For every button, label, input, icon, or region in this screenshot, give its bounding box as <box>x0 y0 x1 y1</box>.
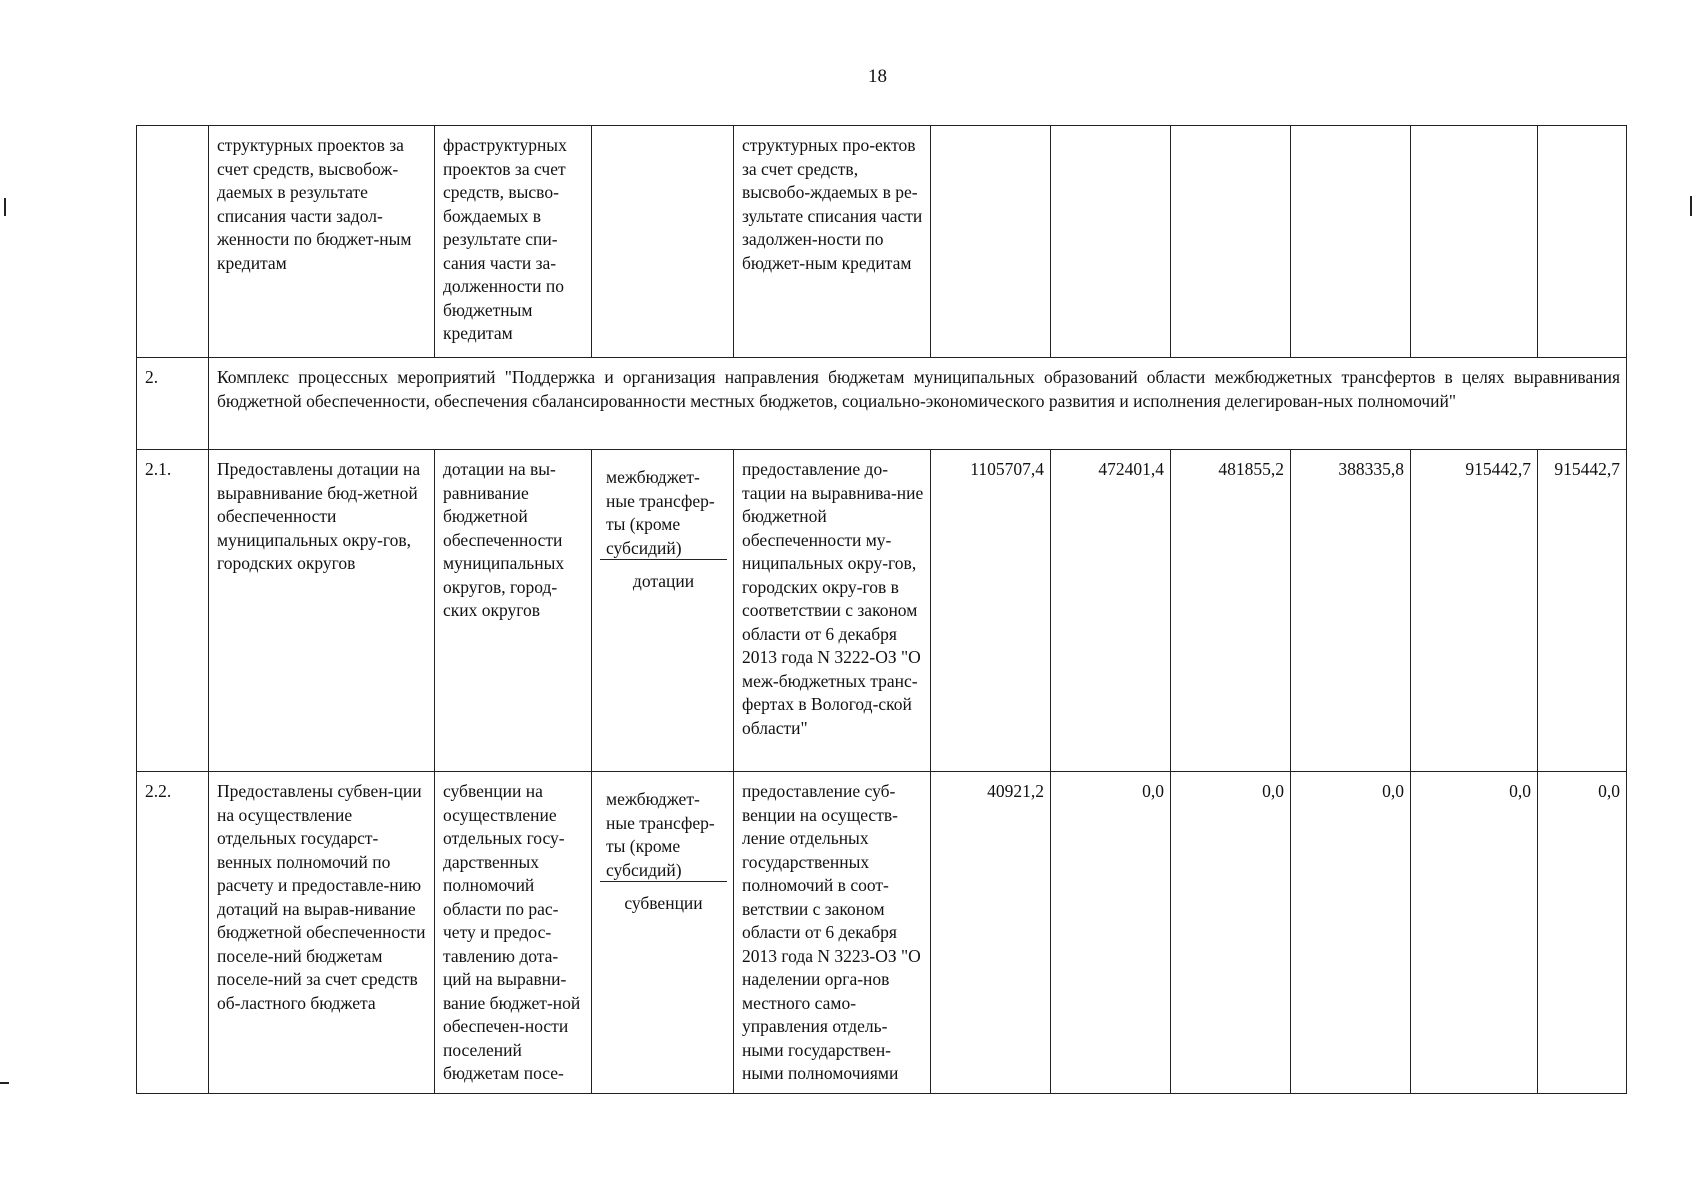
continuation-num-cell <box>137 126 209 358</box>
continuation-row <box>137 126 1627 358</box>
page-number: 18 <box>868 66 887 87</box>
row-result-cell: Предоставлены субвен-ции на осуществление отдельных государст-венных полномочий по расчету и предоставле-нию дотаций на вырав-нивание бюджетной обеспеченности поселе-ний бюджетам поселе-ний за счет средств об-ластного бюджета <box>209 772 435 1094</box>
scan-mark-left-top <box>4 198 6 216</box>
continuation-result-cell: структурных проектов за счет средств, высвобож-даемых в результате списания части задол-женности по бюджет-ным кредитам <box>209 126 435 358</box>
section-num-cell: 2. <box>137 358 209 450</box>
row-value-cell: 472401,4 <box>1051 450 1171 772</box>
continuation-value-cell <box>1291 126 1411 358</box>
row-expense-type-cell <box>592 450 734 772</box>
expense-type-bottom: субвенции <box>624 893 703 913</box>
table-row <box>137 772 1627 1094</box>
row-value-cell: 388335,8 <box>1291 450 1411 772</box>
row-value-cell: 1105707,4 <box>931 450 1051 772</box>
row-characteristic-cell: предоставление до-тации на выравнива-ние бюджетной обеспеченности му-ниципальных окру-гов, городских окру-гов в соответствии с законом области от 6 декабря 2013 года N 3222-ОЗ "О меж-бюджетных транс-фертах в Вологод-ской области" <box>734 450 931 772</box>
continuation-expense-type-cell <box>592 126 734 358</box>
row-value-cell: 481855,2 <box>1171 450 1291 772</box>
row-value-cell: 0,0 <box>1291 772 1411 1094</box>
section-row <box>137 358 1627 450</box>
continuation-value-cell <box>931 126 1051 358</box>
row-value-cell: 0,0 <box>1051 772 1171 1094</box>
continuation-value-cell <box>1538 126 1627 358</box>
expense-type-top: межбюджет-ные трансфер-ты (кроме субсидий) <box>600 780 727 882</box>
row-event-type-cell: субвенции на осуществление отдельных госу-дарственных полномочий области по рас-чету и предос-тавлению дота-ций на выравни-вание бюджет-ной обеспечен-ности поселений бюджетам посе- <box>435 772 592 1094</box>
row-expense-type-cell <box>592 772 734 1094</box>
row-value-cell: 0,0 <box>1411 772 1538 1094</box>
row-event-type-cell: дотации на вы-равнивание бюджетной обеспеченности муниципальных округов, город-ских округов <box>435 450 592 772</box>
row-value-cell: 0,0 <box>1171 772 1291 1094</box>
row-num-cell: 2.1. <box>137 450 209 772</box>
program-table <box>136 125 1627 1094</box>
scan-mark-right-top <box>1690 196 1692 216</box>
row-value-cell: 0,0 <box>1538 772 1627 1094</box>
row-value-cell: 915442,7 <box>1411 450 1538 772</box>
row-result-cell: Предоставлены дотации на выравнивание бюд-жетной обеспеченности муниципальных окру-гов, городских округов <box>209 450 435 772</box>
table-row <box>137 450 1627 772</box>
row-value-cell: 915442,7 <box>1538 450 1627 772</box>
section-title-cell: Комплекс процессных мероприятий "Поддержка и организация направления бюджетам муниципальных образований области межбюджетных трансфертов в целях выравнивания бюджетной обеспеченности, обеспечения сбалансированности местных бюджетов, социально-экономического развития и исполнения делегирован-ных полномочий" <box>209 358 1627 450</box>
row-characteristic-cell: предоставление суб-венции на осуществ-ление отдельных государственных полномочий в соот-ветствии с законом области от 6 декабря 2013 года N 3223-ОЗ "О наделении орга-нов местного само-управления отдель-ными государствен-ными полномочиями <box>734 772 931 1094</box>
scan-mark-left-bottom <box>0 1082 9 1084</box>
continuation-event-type-cell: фраструктурных проектов за счет средств, высво-бождаемых в результате спи-сания части за-долженности по бюджетным кредитам <box>435 126 592 358</box>
expense-type-bottom: дотации <box>632 571 695 591</box>
expense-type-top: межбюджет-ные трансфер-ты (кроме субсидий) <box>600 458 727 560</box>
continuation-value-cell <box>1171 126 1291 358</box>
continuation-value-cell <box>1051 126 1171 358</box>
row-num-cell: 2.2. <box>137 772 209 1094</box>
continuation-characteristic-cell: структурных про-ектов за счет средств, высвобо-ждаемых в ре-зультате списания части задолжен-ности по бюджет-ным кредитам <box>734 126 931 358</box>
continuation-value-cell <box>1411 126 1538 358</box>
row-value-cell: 40921,2 <box>931 772 1051 1094</box>
